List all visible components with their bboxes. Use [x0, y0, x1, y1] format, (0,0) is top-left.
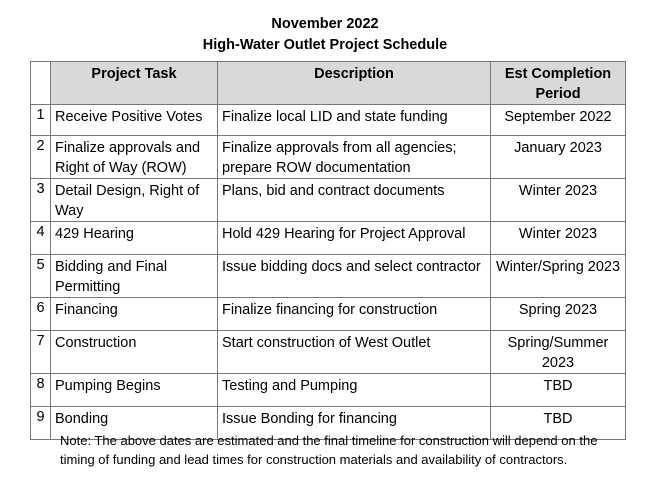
row-number: 2 — [31, 136, 51, 179]
schedule-title: High-Water Outlet Project Schedule — [202, 37, 448, 53]
row-description: Start construction of West Outlet — [218, 331, 491, 374]
column-header-task: Project Task — [51, 62, 218, 105]
row-number: 8 — [31, 374, 51, 407]
table-row — [31, 105, 626, 136]
row-completion: Spring/Summer 2023 — [491, 331, 626, 374]
row-number: 9 — [31, 407, 51, 440]
table-row — [31, 222, 626, 255]
row-description: Hold 429 Hearing for Project Approval — [218, 222, 491, 255]
row-task: Detail Design, Right of Way — [51, 179, 218, 222]
row-completion: Spring 2023 — [491, 298, 626, 331]
row-task: Finalize approvals and Right of Way (ROW) — [51, 136, 218, 179]
row-number: 6 — [31, 298, 51, 331]
row-task: Construction — [51, 331, 218, 374]
table-row — [31, 136, 626, 179]
row-description: Issue bidding docs and select contractor — [218, 255, 491, 298]
row-description: Testing and Pumping — [218, 374, 491, 407]
row-completion: Winter 2023 — [491, 222, 626, 255]
row-number: 5 — [31, 255, 51, 298]
table-row — [31, 255, 626, 298]
table-row — [31, 374, 626, 407]
row-number: 4 — [31, 222, 51, 255]
table-row — [31, 331, 626, 374]
table-row — [31, 298, 626, 331]
row-number: 3 — [31, 179, 51, 222]
row-task: Pumping Begins — [51, 374, 218, 407]
row-description: Finalize approvals from all agencies; prepare ROW documentation — [218, 136, 491, 179]
row-task: Financing — [51, 298, 218, 331]
row-task: 429 Hearing — [51, 222, 218, 255]
row-completion: TBD — [491, 374, 626, 407]
row-task: Bonding — [51, 407, 218, 440]
row-number: 7 — [31, 331, 51, 374]
row-completion: January 2023 — [491, 136, 626, 179]
row-description: Issue Bonding for financing — [218, 407, 491, 440]
row-task: Bidding and Final Permitting — [51, 255, 218, 298]
row-description: Finalize financing for construction — [218, 298, 491, 331]
row-completion: Winter 2023 — [491, 179, 626, 222]
table-header-row — [31, 62, 626, 105]
row-completion: September 2022 — [491, 105, 626, 136]
column-header-completion: Est Completion Period — [491, 62, 626, 105]
row-description: Plans, bid and contract documents — [218, 179, 491, 222]
row-number: 1 — [31, 105, 51, 136]
row-task: Receive Positive Votes — [51, 105, 218, 136]
row-completion: TBD — [491, 407, 626, 440]
project-schedule-table — [30, 61, 626, 440]
footnote: Note: The above dates are estimated and the final timeline for construction will depend on the timing of funding and lead times for construction materials and availability of contractors. — [60, 433, 598, 467]
schedule-date-title: November 2022 — [271, 16, 379, 32]
table-row — [31, 179, 626, 222]
column-header-number — [31, 62, 51, 105]
row-completion: Winter/Spring 2023 — [491, 255, 626, 298]
row-description: Finalize local LID and state funding — [218, 105, 491, 136]
column-header-description: Description — [218, 62, 491, 105]
